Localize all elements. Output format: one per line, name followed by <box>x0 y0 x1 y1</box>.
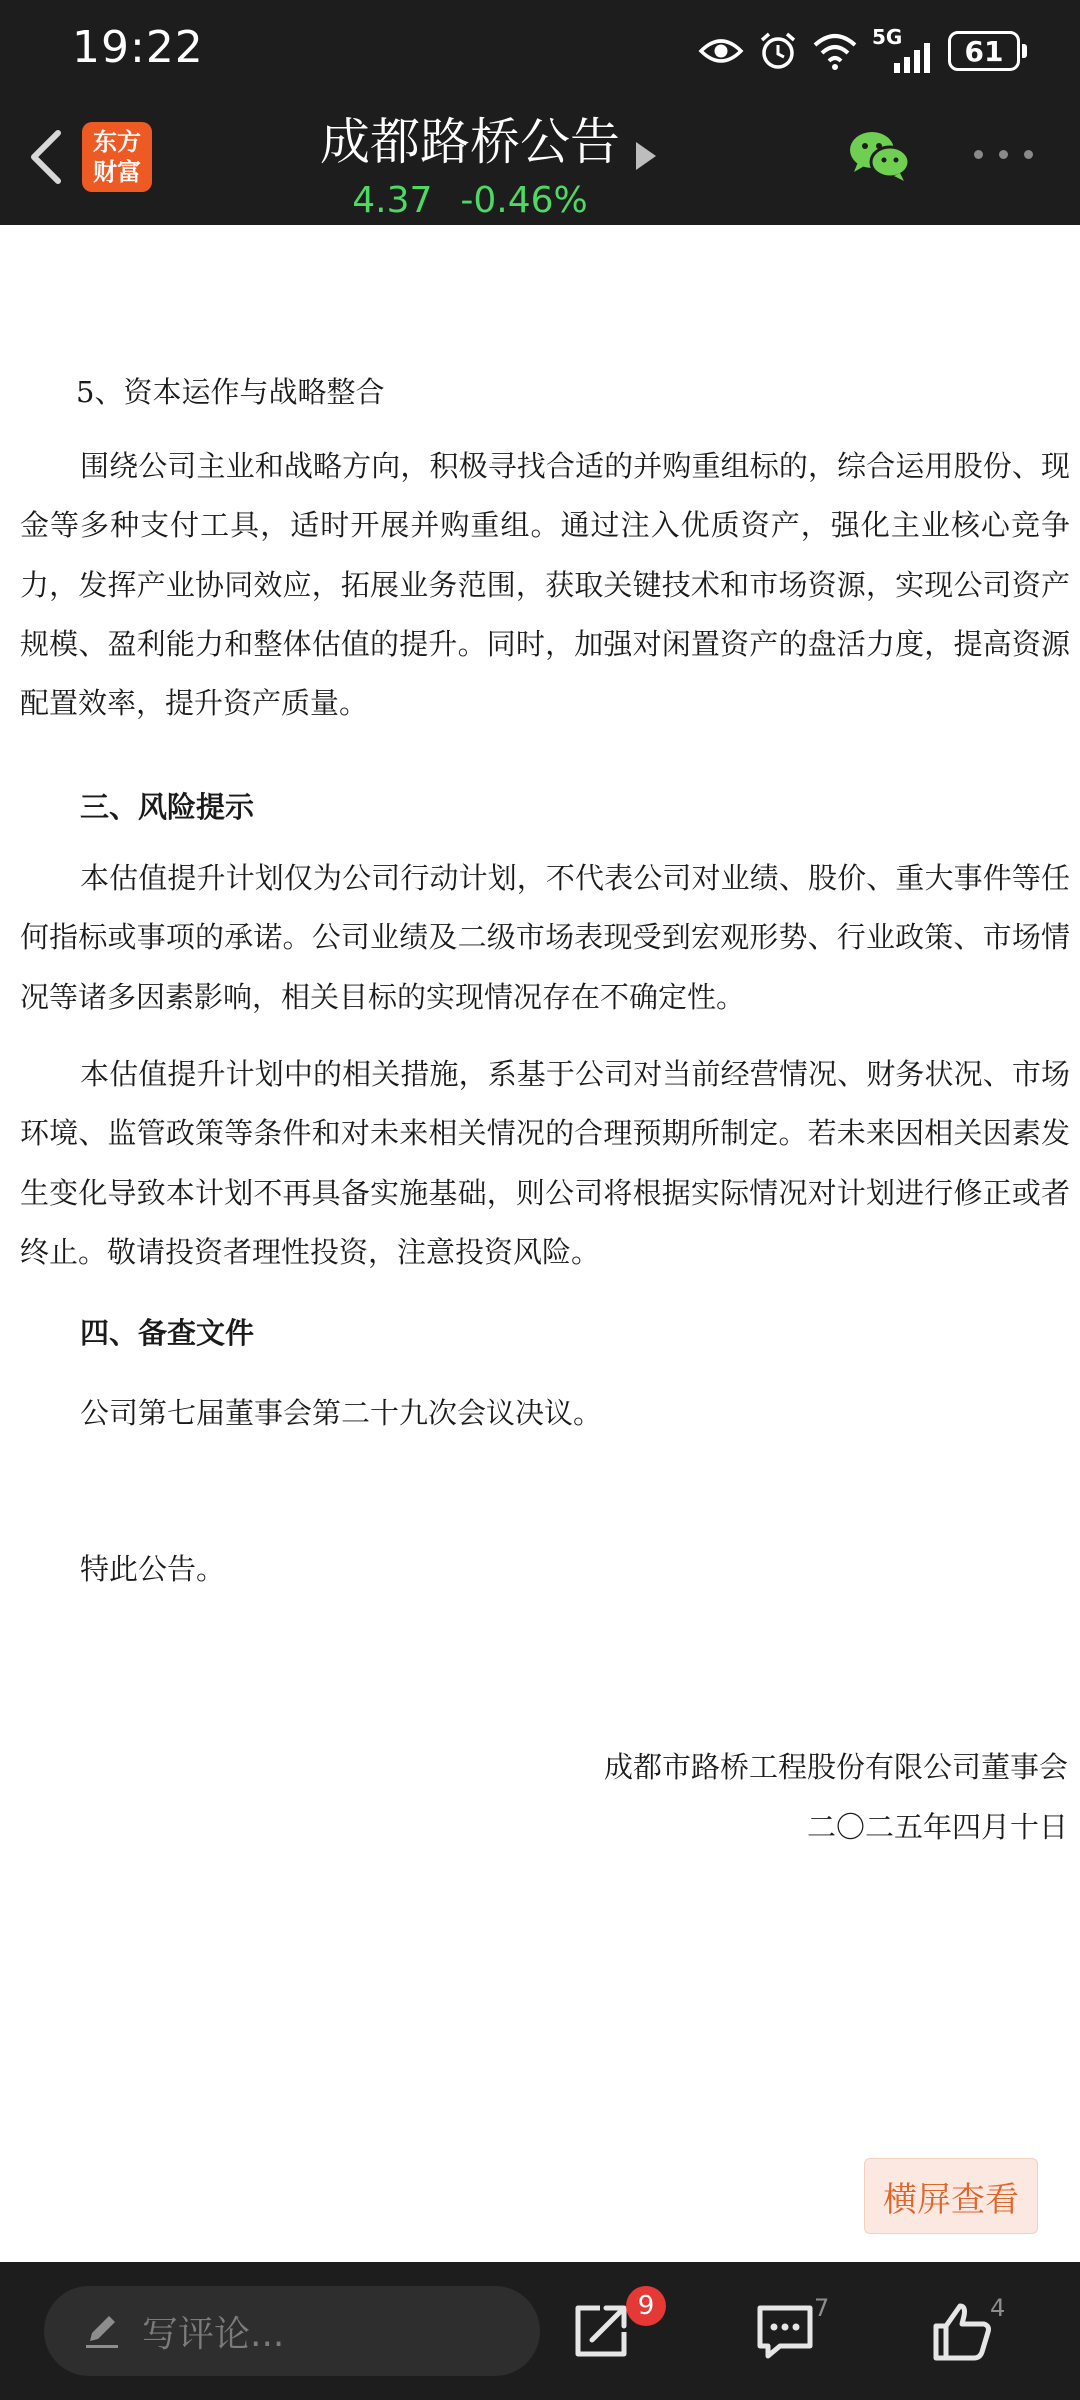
dot-icon <box>999 150 1008 159</box>
section5-title: 5、资本运作与战略整合 <box>76 375 385 409</box>
signature: 成都市路桥工程股份有限公司董事会 <box>603 1750 1068 1784</box>
comment-icon[interactable] <box>754 2300 816 2362</box>
comment-placeholder: 写评论... <box>142 2313 285 2355</box>
wechat-share-icon[interactable] <box>848 128 912 184</box>
battery-level: 61 <box>964 34 1004 68</box>
wifi-icon <box>812 31 858 71</box>
page-title: 成都路桥公告 <box>320 113 620 171</box>
top-bar <box>0 0 1080 225</box>
share-badge: 9 <box>626 2286 666 2326</box>
stock-quote <box>290 180 650 221</box>
landscape-view-button[interactable]: 横屏查看 <box>864 2158 1038 2234</box>
status-time: 19:22 <box>72 22 204 73</box>
risk-paragraph-1: 本估值提升计划仅为公司行动计划，不代表公司对业绩、股价、重大事件等任何指标或事项的承诺。公司业绩及二级市场表现受到宏观形势、行业政策、市场情况等诸多因素影响，相关目标的实现情况存在不确定性。 <box>20 861 1070 1014</box>
bottom-bar <box>0 2262 1080 2400</box>
reference-heading: 四、备查文件 <box>80 1316 255 1350</box>
next-arrow-icon[interactable] <box>636 142 656 170</box>
logo-line1: 东方 <box>93 128 141 156</box>
status-icons <box>698 24 1020 78</box>
signal-icon <box>872 25 934 73</box>
risk-heading: 三、风险提示 <box>80 790 255 824</box>
network-type: 5G <box>872 25 903 49</box>
pen-icon <box>82 2311 122 2351</box>
risk-paragraph-2: 本估值提升计划中的相关措施，系基于公司对当前经营情况、财务状况、市场环境、监管政策等条件和对未来相关情况的合理预期所制定。若未来因相关因素发生变化导致本计划不再具备实施基础，则公司将根据实际情况对计划进行修正或者终止。敬请投资者理性投资，注意投资风险。 <box>20 1057 1070 1269</box>
comment-count: 7 <box>814 2294 830 2322</box>
logo-line2: 财富 <box>93 158 141 186</box>
battery-icon <box>948 31 1020 71</box>
share-icon[interactable] <box>570 2300 632 2362</box>
section5-paragraph: 围绕公司主业和战略方向，积极寻找合适的并购重组标的，综合运用股份、现金等多种支付工具，适时开展并购重组。通过注入优质资产，强化主业核心竞争力，发挥产业协同效应，拓展业务范围，获取关键技术和市场资源，实现公司资产规模、盈利能力和整体估值的提升。同时，加强对闲置资产的盘活力度，提高资源配置效率，提升资产质量。 <box>20 449 1070 721</box>
dot-icon <box>1024 150 1033 159</box>
reference-text: 公司第七届董事会第二十九次会议决议。 <box>80 1396 603 1430</box>
closing-text: 特此公告。 <box>80 1552 226 1586</box>
stock-change: -0.46% <box>460 180 588 221</box>
dot-icon <box>974 150 983 159</box>
title-block[interactable] <box>290 102 650 221</box>
comment-input[interactable] <box>44 2286 540 2376</box>
more-options-button[interactable] <box>974 150 1033 159</box>
stock-price: 4.37 <box>352 180 433 221</box>
back-button[interactable] <box>18 125 74 189</box>
like-count: 4 <box>990 2294 1006 2322</box>
app-logo <box>82 122 152 192</box>
date: 二〇二五年四月十日 <box>806 1810 1068 1844</box>
alarm-icon <box>758 31 798 71</box>
like-icon[interactable] <box>932 2300 994 2362</box>
eye-icon <box>698 36 744 66</box>
